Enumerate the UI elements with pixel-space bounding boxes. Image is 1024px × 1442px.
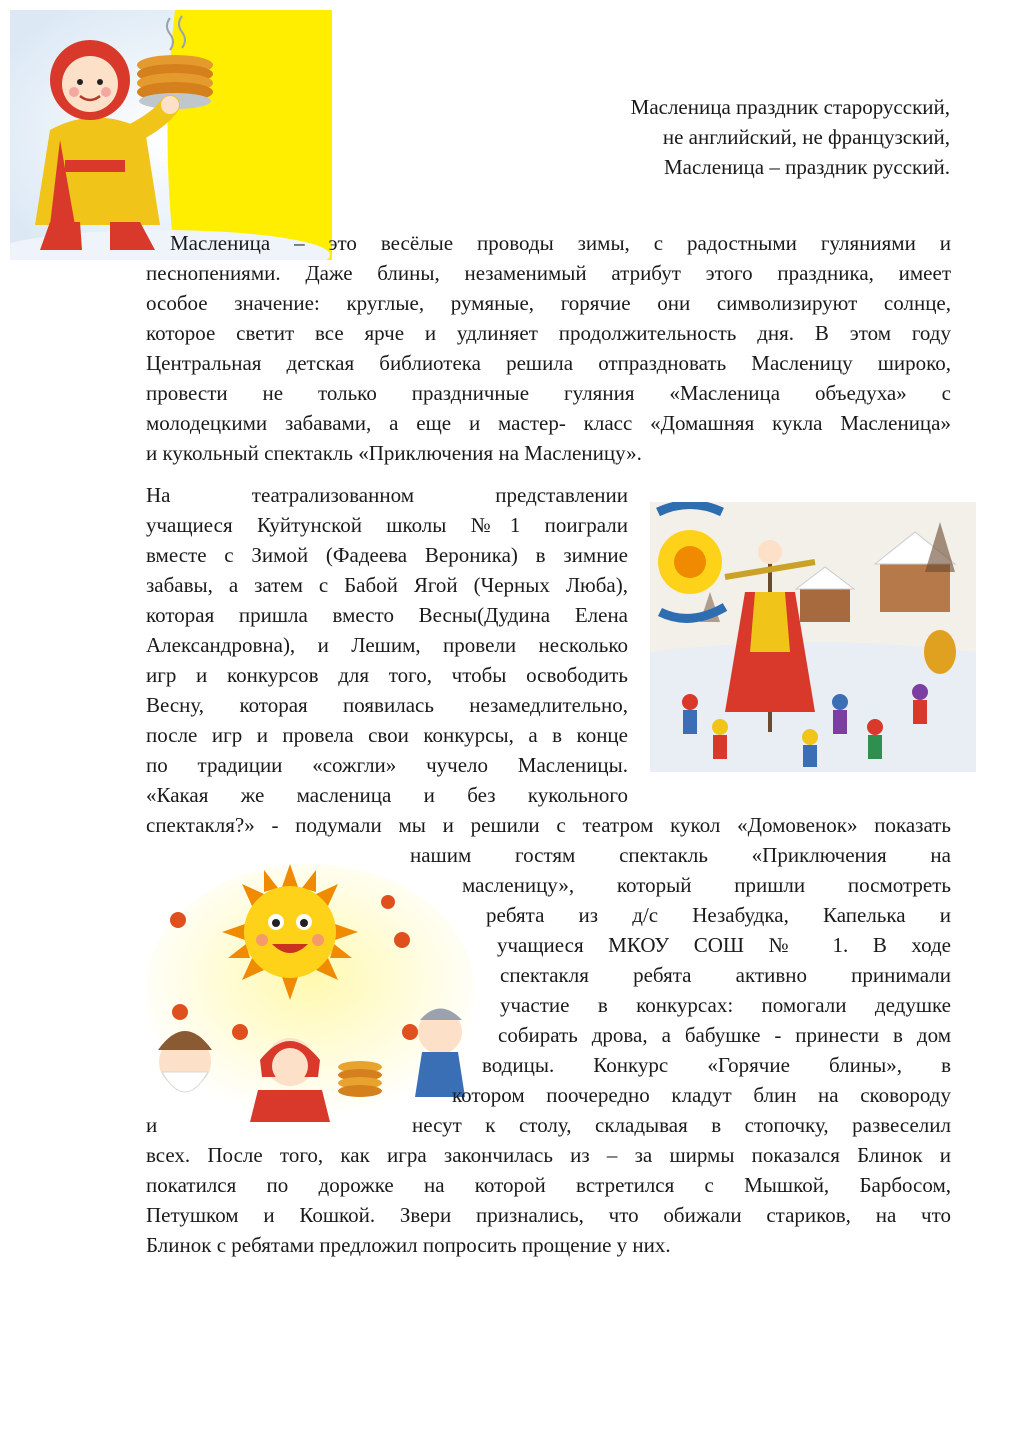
epigraph-poem bbox=[631, 92, 950, 182]
text-line: покатился по дорожке на которой встретился с Мышкой, Барбосом, bbox=[146, 1173, 951, 1197]
text-line: учащиеся МКОУ СОШ № 1. В ходе bbox=[497, 933, 951, 957]
poem-line: Масленица праздник старорусский, bbox=[630, 95, 950, 119]
text-line: нашим гостям спектакль «Приключения на bbox=[410, 843, 951, 867]
text-line: провести не только праздничные гуляния «Масленица объедуха» с bbox=[146, 381, 951, 405]
poem-line: не английский, не французский, bbox=[662, 125, 950, 149]
text-line: водицы. Конкурс «Горячие блины», в bbox=[482, 1053, 951, 1077]
girl-with-pancakes-illustration bbox=[10, 10, 332, 260]
text-line: масленицу», который пришли посмотреть bbox=[462, 873, 951, 897]
text-line: Блинок с ребятами предложил попросить прощение у них. bbox=[146, 1233, 671, 1257]
text-line: спектакля ребята активно принимали bbox=[500, 963, 951, 987]
theatre-full-line bbox=[146, 810, 951, 840]
text-line: Петушком и Кошкой. Звери признались, что обижали стариков, на что bbox=[146, 1203, 951, 1227]
text-line: и кукольный спектакль «Приключения на Масленицу». bbox=[146, 441, 642, 465]
text-line: собирать дрова, а бабушке - принести в дом bbox=[498, 1023, 951, 1047]
text-line: На театрализованном представлении bbox=[146, 483, 628, 507]
text-line: Масленица – это весёлые проводы зимы, с радостными гуляниями и bbox=[170, 231, 951, 255]
text-line: особое значение: круглые, румяные, горячие они символизируют солнце, bbox=[146, 291, 951, 315]
text-line: участие в конкурсах: помогали дедушке bbox=[500, 993, 951, 1017]
text-line: учащиеся Куйтунской школы №1 поиграли bbox=[146, 513, 628, 537]
text-line: Весну, которая появилась незамедлительно, bbox=[146, 693, 628, 717]
text-line: молодецкими забавами, а еще и мастер- класс «Домашняя кукла Масленица» bbox=[146, 411, 951, 435]
split-line-left bbox=[146, 1110, 166, 1140]
text-line: котором поочередно кладут блин на сковороду bbox=[452, 1083, 951, 1107]
theatre-paragraph bbox=[146, 480, 628, 810]
split-line-right bbox=[412, 1110, 951, 1140]
text-line: всех. После того, как игра закончилась из – за ширмы показался Блинок и bbox=[146, 1143, 951, 1167]
text-line: после игр и провела свои конкурсы, а в конце bbox=[146, 723, 628, 747]
maslenitsa-festival-illustration bbox=[650, 502, 976, 772]
text-line: Александровна), и Лешим, провели несколько bbox=[146, 633, 628, 657]
text-line: «Какая же масленица и без кукольного bbox=[146, 783, 628, 807]
text-line: Центральная детская библиотека решила отпраздновать Масленицу широко, bbox=[146, 351, 951, 375]
text-line: спектакля?» - подумали мы и решили с театром кукол «Домовенок» показать bbox=[146, 813, 951, 837]
text-line: несут к столу, складывая в стопочку, развеселил bbox=[412, 1113, 951, 1137]
final-paragraph bbox=[146, 1140, 951, 1260]
text-line: игр и конкурсов для того, чтобы освободить bbox=[146, 663, 628, 687]
text-line: которое светит все ярче и удлиняет продолжительность дня. В этом году bbox=[146, 321, 951, 345]
text-line: ребята из д/с Незабудка, Капелька и bbox=[486, 903, 951, 927]
text-line: и bbox=[146, 1113, 158, 1137]
text-line: песнопениями. Даже блины, незаменимый атрибут этого праздника, имеет bbox=[146, 261, 951, 285]
text-line: вместе с Зимой (Фадеева Вероника) в зимние bbox=[146, 543, 628, 567]
text-line: по традиции «сожгли» чучело Масленицы. bbox=[146, 753, 628, 777]
text-line: которая пришла вместо Весны(Дудина Елена bbox=[146, 603, 628, 627]
theatre-right-column bbox=[410, 840, 951, 1110]
text-line: забавы, а затем с Бабой Ягой (Черных Люба), bbox=[146, 573, 628, 597]
poem-line: Масленица – праздник русский. bbox=[663, 155, 950, 179]
